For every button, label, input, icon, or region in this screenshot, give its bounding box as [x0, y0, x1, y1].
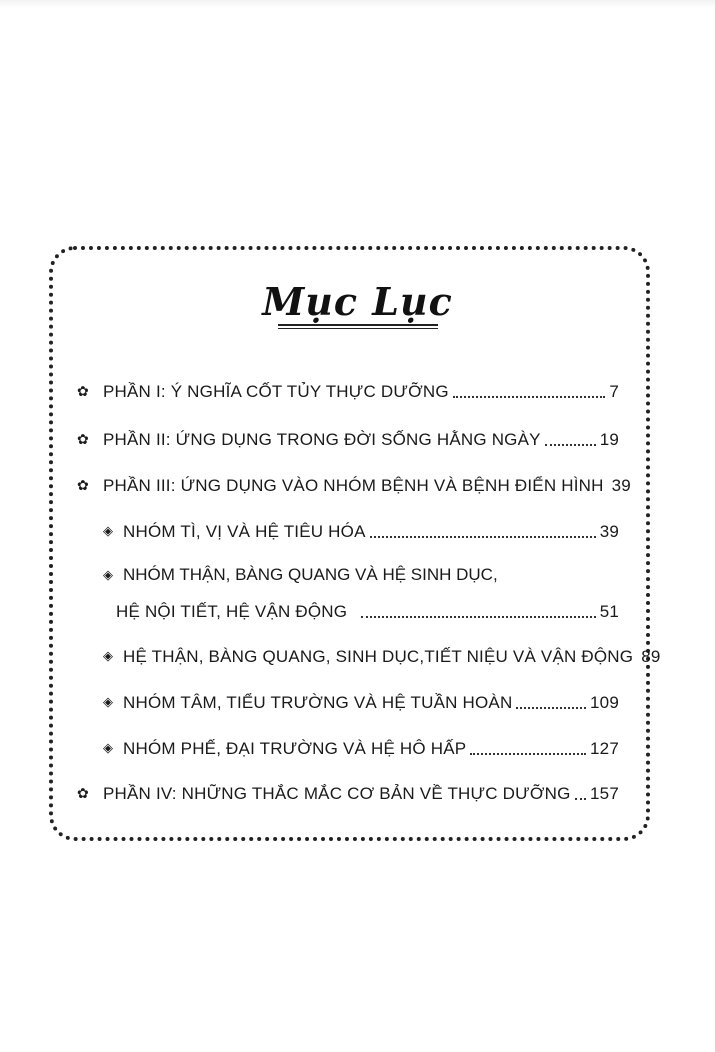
diamond-bullet-icon: ◈: [103, 523, 114, 538]
toc-page-number: 39: [599, 522, 619, 541]
toc-entry-label: NHÓM THẬN, BÀNG QUANG VÀ HỆ SINH DỤC,: [123, 565, 498, 584]
toc-entry-kidney-line2[interactable]: [116, 596, 619, 622]
toc-entry-label: HỆ THẬN, BÀNG QUANG, SINH DỤC,TIẾT NIỆU VÀ VẬN ĐỘNG: [123, 647, 634, 666]
dot-leader: [361, 616, 596, 618]
toc-entry-urinary[interactable]: [103, 641, 661, 667]
toc-page-number: 19: [599, 430, 619, 449]
flower-bullet-icon: ✿: [77, 785, 89, 801]
toc-entry-circulatory[interactable]: [103, 687, 619, 713]
dot-leader: [470, 753, 586, 755]
toc-page-number: 127: [590, 739, 619, 758]
dot-leader: [545, 444, 596, 446]
flower-bullet-icon: ✿: [77, 431, 89, 447]
diamond-bullet-icon: ◈: [103, 567, 113, 582]
toc-entry-label: PHẦN IV: NHỮNG THẮC MẮC CƠ BẢN VỀ THỰC DƯỠNG: [103, 784, 571, 803]
toc-entry-respiratory[interactable]: [103, 733, 619, 759]
toc-entry-part-3[interactable]: [77, 470, 631, 496]
toc-page-number: 51: [599, 602, 619, 621]
flower-bullet-icon: ✿: [77, 383, 89, 399]
toc-page-number: 89: [641, 647, 661, 666]
flower-bullet-icon: ✿: [77, 477, 89, 493]
toc-entry-label: PHẦN II: ỨNG DỤNG TRONG ĐỜI SỐNG HẰNG NGÀY: [103, 430, 541, 449]
toc-entry-part-1[interactable]: [77, 376, 619, 402]
dot-leader: [453, 396, 606, 398]
toc-entry-label: NHÓM TÂM, TIỂU TRƯỜNG VÀ HỆ TUẦN HOÀN: [123, 693, 513, 712]
diamond-bullet-icon: ◈: [103, 694, 114, 709]
toc-entry-label: NHÓM PHẾ, ĐẠI TRƯỜNG VÀ HỆ HÔ HẤP: [123, 739, 467, 758]
toc-entry-part-2[interactable]: [77, 424, 619, 450]
title-underline: [278, 324, 438, 329]
toc-title-block: [0, 279, 715, 329]
toc-page-number: 109: [590, 693, 619, 712]
dot-leader: [370, 536, 596, 538]
toc-entry-label: PHẦN III: ỨNG DỤNG VÀO NHÓM BỆNH VÀ BỆNH ĐIỂN HÌNH: [103, 476, 604, 495]
toc-entry-digestive[interactable]: [103, 516, 619, 542]
toc-entry-part-4[interactable]: [77, 778, 619, 804]
toc-title: Mục Lục: [262, 279, 453, 324]
toc-page-number: 39: [611, 476, 631, 495]
toc-entry-label: PHẦN I: Ý NGHĨA CỐT TỦY THỰC DƯỠNG: [103, 382, 449, 401]
toc-entry-label: NHÓM TÌ, VỊ VÀ HỆ TIÊU HÓA: [123, 522, 366, 541]
diamond-bullet-icon: ◈: [103, 648, 114, 663]
toc-entry-label: HỆ NỘI TIẾT, HỆ VẬN ĐỘNG: [116, 602, 348, 621]
diamond-bullet-icon: ◈: [103, 740, 114, 755]
page-top-edge: [0, 0, 715, 8]
dot-leader: [575, 798, 587, 800]
toc-entry-kidney-line1[interactable]: [103, 565, 498, 585]
dot-leader: [516, 707, 586, 709]
toc-page-number: 157: [590, 784, 619, 803]
toc-page-number: 7: [609, 382, 619, 401]
